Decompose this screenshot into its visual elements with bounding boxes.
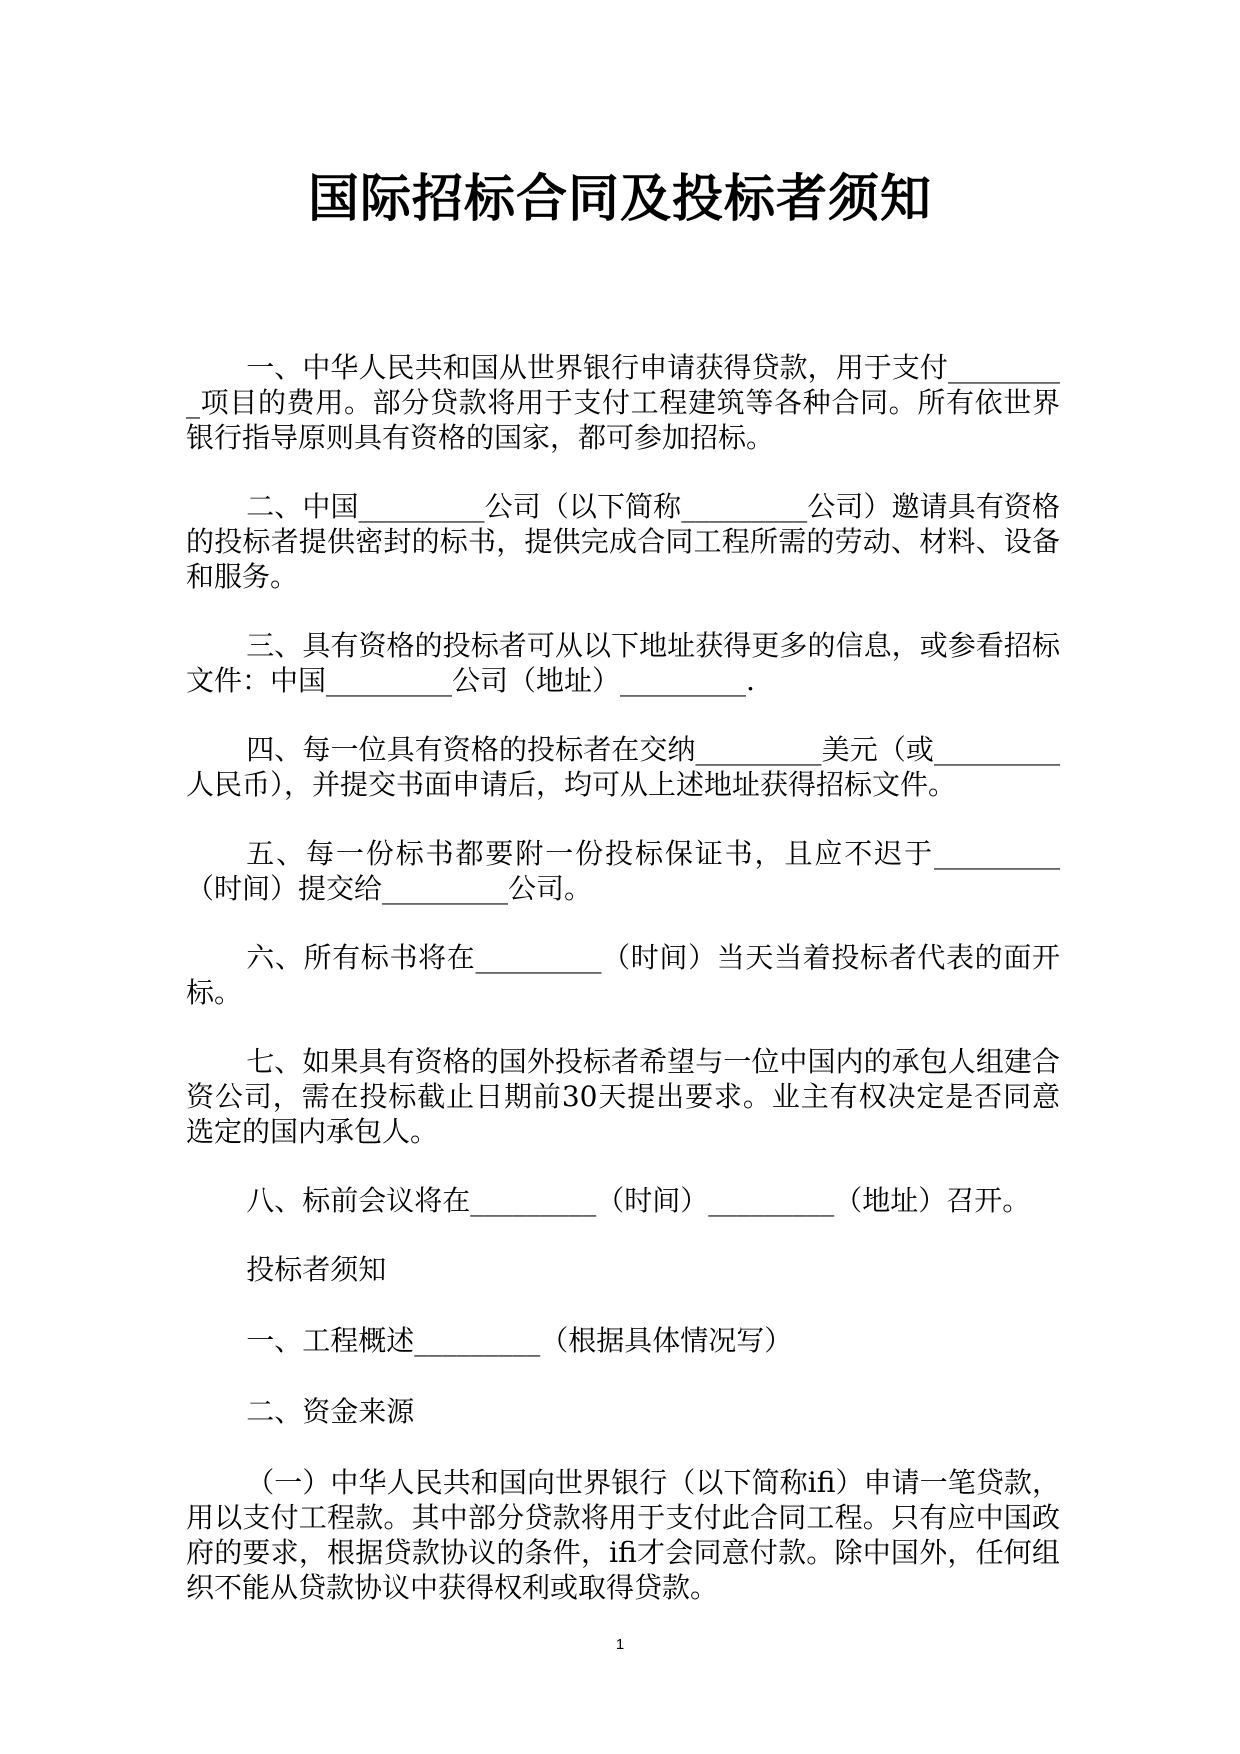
invitation-clause-8: 八、标前会议将在_________（时间）_________（地址）召开。 <box>246 1184 1031 1217</box>
bidder-notice-heading: 投标者须知 <box>246 1253 387 1286</box>
invitation-clause-5: 五、每一份标书都要附一份投标保证书，且应不迟于_________（时间）提交给_________公司。 <box>186 837 1060 905</box>
invitation-clause-4: 四、每一位具有资格的投标者在交纳_________美元（或_________人民币），并提交书面申请后，均可从上述地址获得招标文件。 <box>186 733 1060 801</box>
funding-source-section: 二、资金来源 <box>246 1395 415 1428</box>
invitation-clause-3: 三、具有资格的投标者可从以下地址获得更多的信息，或参看招标文件：中国_________公司（地址）_________. <box>186 629 1060 697</box>
invitation-clause-7: 七、如果具有资格的国外投标者希望与一位中国内的承包人组建合资公司，需在投标截止日期前30天提出要求。业主有权决定是否同意选定的国内承包人。 <box>186 1045 1060 1148</box>
document-body <box>186 350 1060 1639</box>
invitation-clause-1: 一、中华人民共和国从世界银行申请获得贷款，用于支付_________项目的费用。部分贷款将用于支付工程建筑等各种合同。所有依世界银行指导原则具有资格的国家，都可参加招标。 <box>186 351 1060 454</box>
invitation-clause-6: 六、所有标书将在_________（时间）当天当着投标者代表的面开标。 <box>186 941 1060 1009</box>
invitation-clause-2: 二、中国_________公司（以下简称_________公司）邀请具有资格的投标者提供密封的标书，提供完成合同工程所需的劳动、材料、设备和服务。 <box>186 490 1060 593</box>
page-number: 1 <box>615 1636 625 1653</box>
funding-subsection-1: （一）中华人民共和国向世界银行（以下简称ifi）申请一笔贷款，用以支付工程款。其中部分贷款将用于支付此合同工程。只有应中国政府的要求，根据贷款协议的条件，ifi才会同意付款。除中国外，任何组织不能从贷款协议中获得权利或取得贷款。 <box>186 1466 1060 1604</box>
project-overview-section: 一、工程概述_________（根据具体情况写） <box>246 1324 793 1357</box>
document-title: 国际招标合同及投标者须知 <box>307 170 932 229</box>
